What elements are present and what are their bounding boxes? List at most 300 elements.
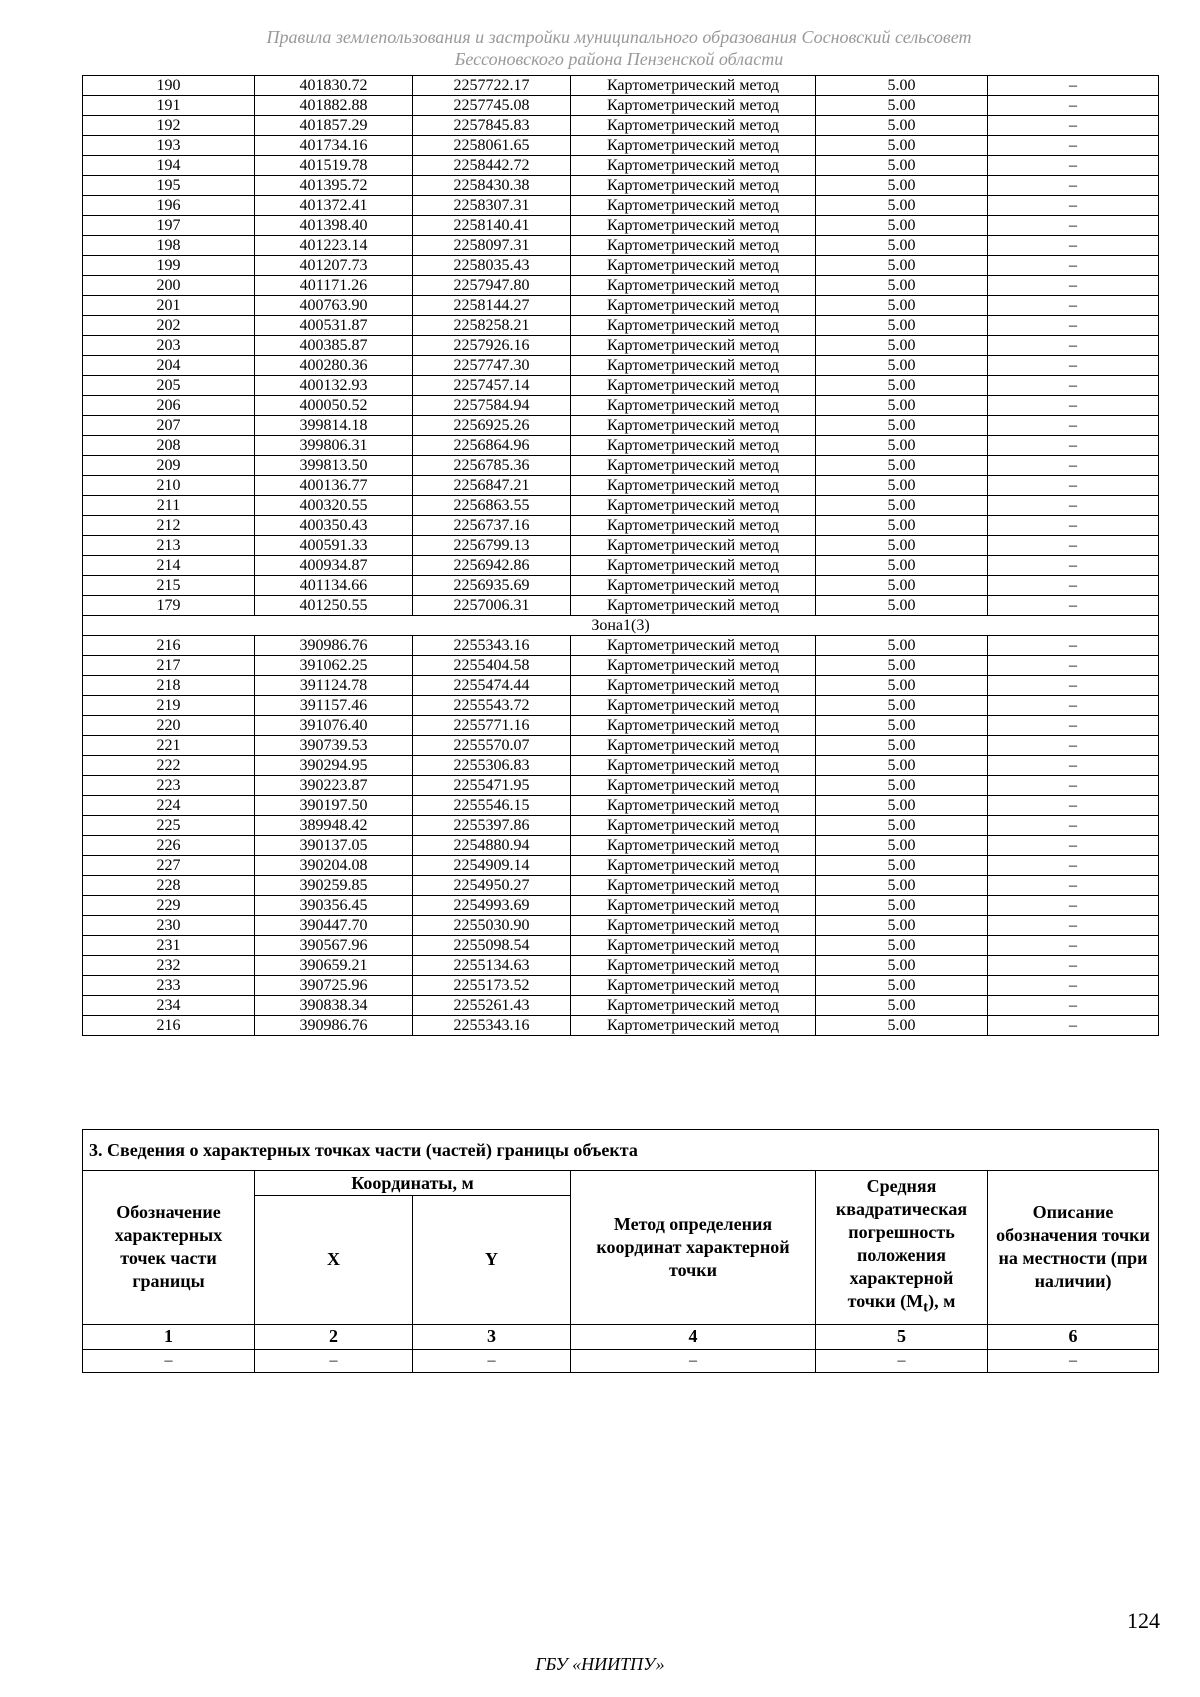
table-cell: Картометрический метод xyxy=(571,336,816,356)
table-row xyxy=(83,516,1159,536)
table-cell: 390739.53 xyxy=(255,736,413,756)
table-row xyxy=(83,916,1159,936)
table-cell: – xyxy=(988,276,1159,296)
column-number: 4 xyxy=(571,1324,816,1349)
empty-cell: – xyxy=(816,1349,988,1372)
table-cell: 390725.96 xyxy=(255,976,413,996)
table-cell: Картометрический метод xyxy=(571,796,816,816)
table-cell: Картометрический метод xyxy=(571,916,816,936)
table-cell: 216 xyxy=(83,1016,255,1036)
table-row xyxy=(83,936,1159,956)
table-row xyxy=(83,156,1159,176)
table-cell: 5.00 xyxy=(816,496,988,516)
table-cell: 400280.36 xyxy=(255,356,413,376)
col-header-coords: Координаты, м xyxy=(255,1171,571,1196)
table-cell: Картометрический метод xyxy=(571,636,816,656)
section3-table xyxy=(82,1129,1159,1373)
table-cell: 400934.87 xyxy=(255,556,413,576)
table-cell: 2255397.86 xyxy=(413,816,571,836)
table-cell: – xyxy=(988,896,1159,916)
table-cell: 2255261.43 xyxy=(413,996,571,1016)
table-cell: – xyxy=(988,456,1159,476)
table-cell: 210 xyxy=(83,476,255,496)
table-cell: 390838.34 xyxy=(255,996,413,1016)
table-cell: – xyxy=(988,76,1159,96)
table-cell: 391124.78 xyxy=(255,676,413,696)
table-cell: 5.00 xyxy=(816,696,988,716)
table-cell: – xyxy=(988,676,1159,696)
table-cell: – xyxy=(988,936,1159,956)
table-cell: 5.00 xyxy=(816,336,988,356)
empty-cell: – xyxy=(571,1349,816,1372)
table-cell: – xyxy=(988,416,1159,436)
table-cell: Картометрический метод xyxy=(571,456,816,476)
table-cell: 5.00 xyxy=(816,636,988,656)
table-cell: 2256935.69 xyxy=(413,576,571,596)
table-row xyxy=(83,896,1159,916)
table-cell: 400320.55 xyxy=(255,496,413,516)
table-row xyxy=(83,956,1159,976)
table-cell: 205 xyxy=(83,376,255,396)
table-row xyxy=(83,996,1159,1016)
table-cell: 2254909.14 xyxy=(413,856,571,876)
table-row xyxy=(83,236,1159,256)
table-cell: 5.00 xyxy=(816,1016,988,1036)
table-cell: 228 xyxy=(83,876,255,896)
table-cell: – xyxy=(988,296,1159,316)
table-cell: Картометрический метод xyxy=(571,176,816,196)
table-row xyxy=(83,716,1159,736)
col-header-y: Y xyxy=(413,1196,571,1324)
table-cell: 202 xyxy=(83,316,255,336)
table-cell: 211 xyxy=(83,496,255,516)
table-cell: 2254950.27 xyxy=(413,876,571,896)
table-cell: 400132.93 xyxy=(255,376,413,396)
table-cell: – xyxy=(988,256,1159,276)
table-cell: 2256925.26 xyxy=(413,416,571,436)
table-cell: – xyxy=(988,496,1159,516)
table-cell: 2255343.16 xyxy=(413,1016,571,1036)
table-cell: 2255474.44 xyxy=(413,676,571,696)
table-cell: – xyxy=(988,956,1159,976)
column-number: 1 xyxy=(83,1324,255,1349)
table-cell: – xyxy=(988,1016,1159,1036)
table-cell: 198 xyxy=(83,236,255,256)
table-cell: 2257947.80 xyxy=(413,276,571,296)
table-row xyxy=(83,636,1159,656)
table-cell: Картометрический метод xyxy=(571,736,816,756)
table-cell: – xyxy=(988,396,1159,416)
table-cell: 230 xyxy=(83,916,255,936)
table-cell: 224 xyxy=(83,796,255,816)
table-row xyxy=(83,596,1159,616)
table-cell: 400531.87 xyxy=(255,316,413,336)
table-cell: Картометрический метод xyxy=(571,416,816,436)
table-cell: 2257926.16 xyxy=(413,336,571,356)
table-cell: 220 xyxy=(83,716,255,736)
table-cell: 390356.45 xyxy=(255,896,413,916)
table-cell: 2255546.15 xyxy=(413,796,571,816)
table-cell: 401134.66 xyxy=(255,576,413,596)
table-cell: Картометрический метод xyxy=(571,936,816,956)
table-cell: 400350.43 xyxy=(255,516,413,536)
table-cell: 5.00 xyxy=(816,256,988,276)
table-cell: 390986.76 xyxy=(255,1016,413,1036)
table-cell: 390447.70 xyxy=(255,916,413,936)
table-cell: 192 xyxy=(83,116,255,136)
table-cell: 401857.29 xyxy=(255,116,413,136)
table-cell: 5.00 xyxy=(816,936,988,956)
table-cell: 2255471.95 xyxy=(413,776,571,796)
table-cell: – xyxy=(988,516,1159,536)
table-cell: 5.00 xyxy=(816,236,988,256)
table-cell: 5.00 xyxy=(816,76,988,96)
table-cell: 390204.08 xyxy=(255,856,413,876)
table-cell: 5.00 xyxy=(816,856,988,876)
table-cell: 2257845.83 xyxy=(413,116,571,136)
table-cell: Картометрический метод xyxy=(571,256,816,276)
table-cell: 197 xyxy=(83,216,255,236)
table-cell: 204 xyxy=(83,356,255,376)
table-cell: 231 xyxy=(83,936,255,956)
table-cell: Картометрический метод xyxy=(571,816,816,836)
coordinates-table-body xyxy=(83,76,1159,1036)
table-cell: 5.00 xyxy=(816,136,988,156)
table-cell: 215 xyxy=(83,576,255,596)
table-cell: Картометрический метод xyxy=(571,216,816,236)
table-cell: 214 xyxy=(83,556,255,576)
table-cell: Картометрический метод xyxy=(571,316,816,336)
table-cell: 225 xyxy=(83,816,255,836)
table-cell: Картометрический метод xyxy=(571,676,816,696)
page-number: 124 xyxy=(1127,1608,1160,1633)
table-cell: 226 xyxy=(83,836,255,856)
table-row xyxy=(83,576,1159,596)
table-cell: 2258307.31 xyxy=(413,196,571,216)
table-cell: 2256785.36 xyxy=(413,456,571,476)
table-cell: 2255404.58 xyxy=(413,656,571,676)
table-row xyxy=(83,456,1159,476)
table-cell: 193 xyxy=(83,136,255,156)
table-cell: 2258258.21 xyxy=(413,316,571,336)
table-cell: 2254880.94 xyxy=(413,836,571,856)
table-cell: – xyxy=(988,476,1159,496)
table-cell: 401830.72 xyxy=(255,76,413,96)
table-cell: – xyxy=(988,236,1159,256)
table-row xyxy=(83,676,1159,696)
table-cell: 399813.50 xyxy=(255,456,413,476)
table-cell: Картометрический метод xyxy=(571,76,816,96)
table-cell: 2255098.54 xyxy=(413,936,571,956)
table-cell: 5.00 xyxy=(816,716,988,736)
table-cell: 2257584.94 xyxy=(413,396,571,416)
table-cell: 2256942.86 xyxy=(413,556,571,576)
table-cell: 229 xyxy=(83,896,255,916)
table-cell: Картометрический метод xyxy=(571,156,816,176)
table-cell: Картометрический метод xyxy=(571,776,816,796)
table-cell: 2258140.41 xyxy=(413,216,571,236)
table-cell: 401882.88 xyxy=(255,96,413,116)
section3-title: 3. Сведения о характерных точках части (частей) границы объекта xyxy=(83,1130,1159,1171)
table-cell: 2256864.96 xyxy=(413,436,571,456)
table-row xyxy=(83,1016,1159,1036)
table-cell: 400136.77 xyxy=(255,476,413,496)
empty-cell: – xyxy=(413,1349,571,1372)
table-cell: 2258430.38 xyxy=(413,176,571,196)
table-cell: Картометрический метод xyxy=(571,556,816,576)
col-header-point: Обозначение характерных точек части границы xyxy=(83,1171,255,1325)
table-cell: 389948.42 xyxy=(255,816,413,836)
table-cell: 391062.25 xyxy=(255,656,413,676)
table-cell: Картометрический метод xyxy=(571,896,816,916)
table-cell: 401519.78 xyxy=(255,156,413,176)
table-cell: 5.00 xyxy=(816,436,988,456)
table-cell: 5.00 xyxy=(816,356,988,376)
table-row xyxy=(83,116,1159,136)
table-cell: 5.00 xyxy=(816,176,988,196)
table-cell: 5.00 xyxy=(816,456,988,476)
table-cell: 179 xyxy=(83,596,255,616)
table-cell: Картометрический метод xyxy=(571,356,816,376)
table-cell: 401171.26 xyxy=(255,276,413,296)
table-cell: 208 xyxy=(83,436,255,456)
table-cell: – xyxy=(988,636,1159,656)
table-cell: 2255543.72 xyxy=(413,696,571,716)
table-cell: Картометрический метод xyxy=(571,996,816,1016)
table-cell: 399814.18 xyxy=(255,416,413,436)
column-number: 3 xyxy=(413,1324,571,1349)
table-cell: 401223.14 xyxy=(255,236,413,256)
table-cell: 2255771.16 xyxy=(413,716,571,736)
table-cell: Картометрический метод xyxy=(571,376,816,396)
table-cell: 391157.46 xyxy=(255,696,413,716)
table-row xyxy=(83,296,1159,316)
table-cell: 5.00 xyxy=(816,536,988,556)
table-cell: Картометрический метод xyxy=(571,236,816,256)
document-header xyxy=(80,26,1158,70)
table-cell: 5.00 xyxy=(816,776,988,796)
table-cell: 5.00 xyxy=(816,516,988,536)
table-row xyxy=(83,476,1159,496)
table-cell: 400050.52 xyxy=(255,396,413,416)
table-cell: 2255570.07 xyxy=(413,736,571,756)
table-row xyxy=(83,856,1159,876)
table-cell: Картометрический метод xyxy=(571,196,816,216)
table-cell: Картометрический метод xyxy=(571,836,816,856)
table-cell: 5.00 xyxy=(816,736,988,756)
table-row xyxy=(83,756,1159,776)
table-cell: – xyxy=(988,316,1159,336)
table-row xyxy=(83,696,1159,716)
table-cell: Картометрический метод xyxy=(571,876,816,896)
table-cell: – xyxy=(988,96,1159,116)
table-cell: – xyxy=(988,376,1159,396)
table-cell: – xyxy=(988,436,1159,456)
table-cell: 2256863.55 xyxy=(413,496,571,516)
table-cell: 400591.33 xyxy=(255,536,413,556)
table-row xyxy=(83,196,1159,216)
table-cell: 390567.96 xyxy=(255,936,413,956)
table-cell: 401395.72 xyxy=(255,176,413,196)
table-row xyxy=(83,496,1159,516)
table-cell: 390197.50 xyxy=(255,796,413,816)
table-cell: 5.00 xyxy=(816,956,988,976)
table-cell: 2256799.13 xyxy=(413,536,571,556)
table-row xyxy=(83,976,1159,996)
table-cell: 5.00 xyxy=(816,296,988,316)
table-cell: 401398.40 xyxy=(255,216,413,236)
table-cell: 2257747.30 xyxy=(413,356,571,376)
empty-data-row xyxy=(83,1349,1159,1372)
table-cell: 234 xyxy=(83,996,255,1016)
table-cell: – xyxy=(988,876,1159,896)
table-cell: 206 xyxy=(83,396,255,416)
table-cell: 2255134.63 xyxy=(413,956,571,976)
table-cell: – xyxy=(988,916,1159,936)
table-row xyxy=(83,76,1159,96)
table-cell: – xyxy=(988,756,1159,776)
table-row xyxy=(83,216,1159,236)
col-header-error: Средняя квадратическая погрешность положения характерной точки $(M_t)$, м xyxy=(816,1171,988,1325)
table-cell: 5.00 xyxy=(816,196,988,216)
table-cell: 390259.85 xyxy=(255,876,413,896)
table-cell: 2258097.31 xyxy=(413,236,571,256)
table-cell: – xyxy=(988,176,1159,196)
table-cell: – xyxy=(988,216,1159,236)
table-cell: 5.00 xyxy=(816,576,988,596)
table-cell: 2256737.16 xyxy=(413,516,571,536)
table-cell: 390986.76 xyxy=(255,636,413,656)
table-cell: – xyxy=(988,856,1159,876)
table-row xyxy=(83,96,1159,116)
table-row xyxy=(83,776,1159,796)
table-cell: 5.00 xyxy=(816,116,988,136)
table-cell: 5.00 xyxy=(816,996,988,1016)
coordinates-table xyxy=(82,75,1159,1036)
table-cell: 2258442.72 xyxy=(413,156,571,176)
table-cell: – xyxy=(988,536,1159,556)
table-cell: 5.00 xyxy=(816,276,988,296)
table-cell: 2255173.52 xyxy=(413,976,571,996)
table-cell: 5.00 xyxy=(816,976,988,996)
table-cell: Картометрический метод xyxy=(571,136,816,156)
table-cell: 2256847.21 xyxy=(413,476,571,496)
table-row xyxy=(83,436,1159,456)
table-cell: Картометрический метод xyxy=(571,296,816,316)
table-cell: 191 xyxy=(83,96,255,116)
col-header-method: Метод определения координат характерной точки xyxy=(571,1171,816,1325)
table-cell: 2257745.08 xyxy=(413,96,571,116)
table-row xyxy=(83,656,1159,676)
table-cell: 5.00 xyxy=(816,156,988,176)
table-cell: – xyxy=(988,976,1159,996)
page-footer: ГБУ «НИИТПУ» xyxy=(535,1654,665,1674)
table-row xyxy=(83,336,1159,356)
table-row xyxy=(83,536,1159,556)
table-cell: – xyxy=(988,736,1159,756)
table-row xyxy=(83,836,1159,856)
table-cell: 390223.87 xyxy=(255,776,413,796)
table-cell: 5.00 xyxy=(816,916,988,936)
table-cell: 200 xyxy=(83,276,255,296)
table-cell: Картометрический метод xyxy=(571,436,816,456)
column-numbers-row xyxy=(83,1324,1159,1349)
table-cell: Картометрический метод xyxy=(571,656,816,676)
table-cell: Картометрический метод xyxy=(571,956,816,976)
table-cell: – xyxy=(988,716,1159,736)
table-cell: 5.00 xyxy=(816,376,988,396)
table-cell: 2258144.27 xyxy=(413,296,571,316)
table-cell: 5.00 xyxy=(816,836,988,856)
table-cell: 5.00 xyxy=(816,816,988,836)
table-cell: Картометрический метод xyxy=(571,116,816,136)
table-cell: 5.00 xyxy=(816,596,988,616)
table-cell: 2257006.31 xyxy=(413,596,571,616)
column-number: 5 xyxy=(816,1324,988,1349)
table-cell: 222 xyxy=(83,756,255,776)
table-cell: – xyxy=(988,136,1159,156)
col-header-x: X xyxy=(255,1196,413,1324)
table-cell: 401734.16 xyxy=(255,136,413,156)
table-cell: 203 xyxy=(83,336,255,356)
table-cell: 216 xyxy=(83,636,255,656)
empty-cell: – xyxy=(83,1349,255,1372)
table-cell: 209 xyxy=(83,456,255,476)
table-cell: 2258061.65 xyxy=(413,136,571,156)
table-cell: 2257457.14 xyxy=(413,376,571,396)
table-cell: Картометрический метод xyxy=(571,596,816,616)
table-cell: – xyxy=(988,556,1159,576)
table-row xyxy=(83,736,1159,756)
table-cell: 196 xyxy=(83,196,255,216)
table-cell: 5.00 xyxy=(816,756,988,776)
table-cell: 390137.05 xyxy=(255,836,413,856)
table-row xyxy=(83,256,1159,276)
column-number: 2 xyxy=(255,1324,413,1349)
table-cell: 195 xyxy=(83,176,255,196)
table-row xyxy=(83,416,1159,436)
table-cell: 5.00 xyxy=(816,396,988,416)
table-cell: – xyxy=(988,356,1159,376)
table-cell: 2255030.90 xyxy=(413,916,571,936)
table-cell: 5.00 xyxy=(816,416,988,436)
table-cell: Картометрический метод xyxy=(571,716,816,736)
table-cell: 213 xyxy=(83,536,255,556)
table-cell: 2255306.83 xyxy=(413,756,571,776)
table-cell: Картометрический метод xyxy=(571,756,816,776)
table-cell: – xyxy=(988,816,1159,836)
table-cell: Картометрический метод xyxy=(571,696,816,716)
table-cell: Картометрический метод xyxy=(571,496,816,516)
table-cell: 400763.90 xyxy=(255,296,413,316)
table-cell: 2254993.69 xyxy=(413,896,571,916)
table-cell: 5.00 xyxy=(816,876,988,896)
table-cell: 221 xyxy=(83,736,255,756)
header-line-2: Бессоновского района Пензенской области xyxy=(454,49,784,69)
table-cell: – xyxy=(988,336,1159,356)
table-cell: – xyxy=(988,116,1159,136)
table-cell: Картометрический метод xyxy=(571,276,816,296)
table-cell: Картометрический метод xyxy=(571,96,816,116)
table-row xyxy=(83,356,1159,376)
table-cell: 5.00 xyxy=(816,556,988,576)
table-cell: – xyxy=(988,196,1159,216)
table-cell: 223 xyxy=(83,776,255,796)
table-row xyxy=(83,136,1159,156)
table-cell: 5.00 xyxy=(816,676,988,696)
zone-label: Зона1(3) xyxy=(83,616,1159,636)
table-cell: Картометрический метод xyxy=(571,396,816,416)
